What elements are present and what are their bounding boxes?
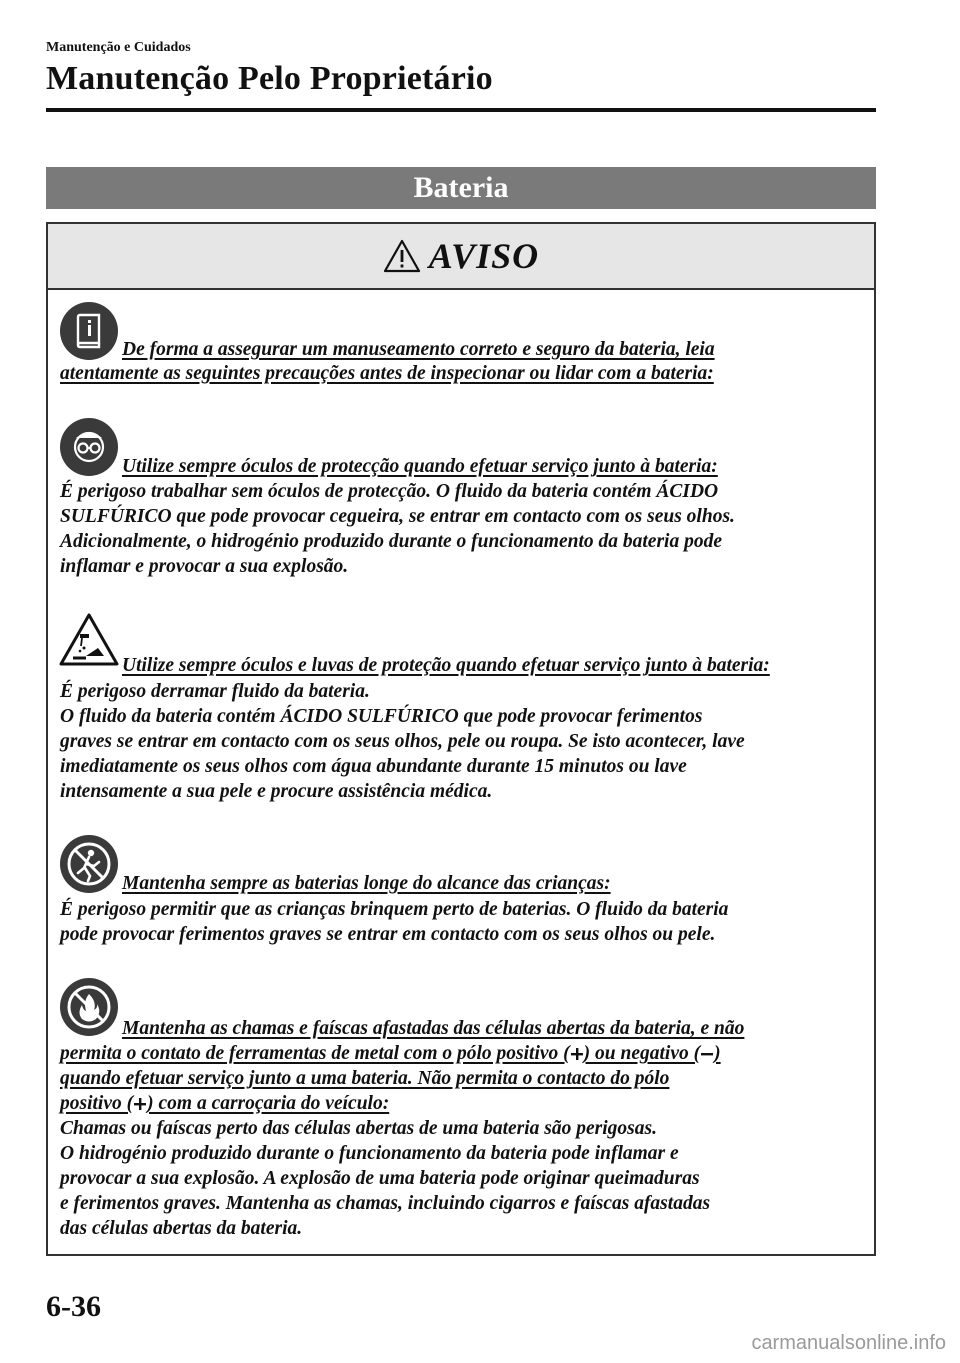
item-body-line: SULFÚRICO que pode provocar cegueira, se entrar em contacto com os seus olhos. bbox=[60, 506, 735, 527]
item-heading: Mantenha as chamas e faíscas afastadas das células abertas da bateria, e não bbox=[122, 1018, 745, 1039]
plus-sign-icon bbox=[134, 1098, 146, 1110]
item-body-line: O fluido da bateria contém ÁCIDO SULFÚRICO que pode provocar ferimentos bbox=[60, 706, 703, 727]
section-label: Manutenção e Cuidados bbox=[46, 40, 191, 55]
topic-heading: Bateria bbox=[46, 167, 876, 209]
item-body-line: inflamar e provocar a sua explosão. bbox=[60, 556, 349, 577]
item-heading-part: positivo ( bbox=[60, 1093, 134, 1114]
title-divider bbox=[46, 108, 876, 112]
keep-away-children-icon bbox=[60, 835, 118, 893]
item-body-line: graves se entrar em contacto com os seus olhos, pele ou roupa. Se isto acontecer, lave bbox=[60, 731, 745, 752]
plus-sign-icon bbox=[571, 1048, 583, 1060]
watermark: carmanualsonline.info bbox=[751, 1332, 946, 1354]
item-body-line: É perigoso derramar fluido da bateria. bbox=[60, 681, 370, 702]
item-body-line: O hidrogénio produzido durante o funcionamento da bateria pode inflamar e bbox=[60, 1143, 679, 1164]
item-heading-part: ) bbox=[714, 1043, 721, 1064]
warning-title: AVISO bbox=[428, 236, 540, 276]
safety-goggles-icon bbox=[60, 418, 118, 476]
item-heading: quando efetuar serviço junto a uma bateria. Não permita o contacto do pólo bbox=[60, 1068, 670, 1089]
item-heading: Utilize sempre óculos de protecção quando efetuar serviço junto à bateria: bbox=[122, 456, 718, 477]
item-heading bbox=[60, 1092, 389, 1116]
item-body-line: provocar a sua explosão. A explosão de uma bateria pode originar queimaduras bbox=[60, 1168, 700, 1189]
corrosive-acid-icon bbox=[58, 612, 120, 668]
item-body-line: É perigoso trabalhar sem óculos de protecção. O fluido da bateria contém ÁCIDO bbox=[60, 481, 719, 502]
item-heading: Utilize sempre óculos e luvas de proteção quando efetuar serviço junto à bateria: bbox=[122, 655, 770, 676]
no-open-flame-icon bbox=[60, 978, 118, 1036]
read-manual-icon bbox=[60, 302, 118, 360]
item-body-line: É perigoso permitir que as crianças brinquem perto de baterias. O fluido da bateria bbox=[60, 899, 729, 920]
intro-line: De forma a assegurar um manuseamento correto e seguro da bateria, leia bbox=[122, 339, 715, 360]
page-title: Manutenção Pelo Proprietário bbox=[46, 60, 493, 97]
item-heading-part: permita o contato de ferramentas de metal com o pólo positivo ( bbox=[60, 1043, 570, 1064]
item-body-line: pode provocar ferimentos graves se entrar em contacto com os seus olhos ou pele. bbox=[60, 924, 716, 945]
item-body-line: intensamente a sua pele e procure assistência médica. bbox=[60, 781, 493, 802]
item-body-line: das células abertas da bateria. bbox=[60, 1218, 303, 1239]
item-heading bbox=[60, 1042, 721, 1066]
item-heading-part: ) ou negativo ( bbox=[583, 1043, 701, 1064]
item-body-line: e ferimentos graves. Mantenha as chamas, incluindo cigarros e faíscas afastadas bbox=[60, 1193, 711, 1214]
warning-triangle-icon bbox=[383, 238, 421, 274]
warning-header bbox=[48, 224, 874, 290]
item-body-line: Chamas ou faíscas perto das células abertas de uma bateria são perigosas. bbox=[60, 1118, 657, 1139]
page-number: 6-36 bbox=[46, 1290, 101, 1323]
item-body-line: Adicionalmente, o hidrogénio produzido durante o funcionamento da bateria pode bbox=[60, 531, 722, 552]
item-body-line: imediatamente os seus olhos com água abundante durante 15 minutos ou lave bbox=[60, 756, 687, 777]
item-heading: Mantenha sempre as baterias longe do alcance das crianças: bbox=[122, 873, 611, 894]
minus-sign-icon bbox=[701, 1048, 713, 1060]
item-heading-part: ) com a carroçaria do veículo: bbox=[147, 1093, 390, 1114]
intro-line: atentamente as seguintes precauções antes de inspecionar ou lidar com a bateria: bbox=[60, 363, 714, 384]
